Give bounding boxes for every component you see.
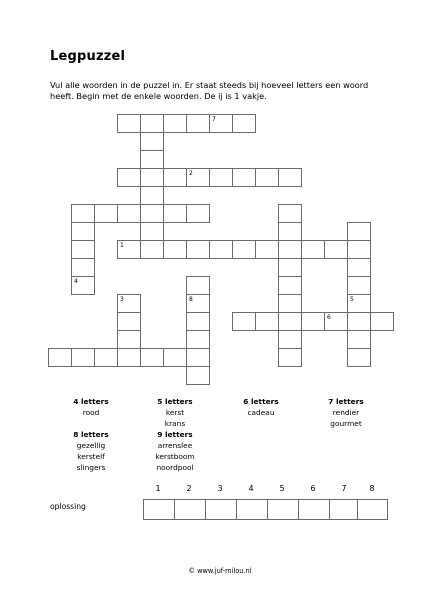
solution-number: 7	[341, 484, 347, 493]
crossword-cell[interactable]	[278, 168, 302, 187]
word-group-header: 9 letters	[157, 430, 193, 439]
crossword-cell[interactable]	[347, 258, 371, 277]
crossword-cell[interactable]	[186, 366, 210, 385]
crossword-cell[interactable]	[209, 240, 233, 259]
crossword-cell[interactable]	[278, 222, 302, 241]
clue-number: 6	[327, 314, 331, 321]
clue-number: 3	[120, 296, 124, 303]
crossword-cell[interactable]	[71, 240, 95, 259]
crossword-cell[interactable]	[186, 276, 210, 295]
crossword-cell[interactable]	[140, 168, 164, 187]
word-list-item: krans	[164, 419, 186, 428]
page-title: Legpuzzel	[50, 49, 126, 64]
clue-number: 8	[189, 296, 193, 303]
crossword-cell[interactable]	[232, 114, 256, 133]
clue-number: 2	[189, 170, 193, 177]
crossword-cell[interactable]	[347, 312, 371, 331]
crossword-cell[interactable]	[278, 312, 302, 331]
word-list-item: kerstelf	[77, 452, 105, 461]
crossword-cell[interactable]	[117, 330, 141, 349]
word-group-header: 4 letters	[73, 397, 109, 406]
solution-number: 8	[369, 484, 375, 493]
crossword-cell[interactable]	[278, 330, 302, 349]
crossword-cell[interactable]	[347, 348, 371, 367]
crossword-cell[interactable]	[255, 168, 279, 187]
crossword-cell[interactable]	[370, 312, 394, 331]
word-group-header: 7 letters	[328, 397, 364, 406]
crossword-cell[interactable]	[163, 114, 187, 133]
solution-number: 5	[279, 484, 285, 493]
crossword-cell[interactable]	[117, 204, 141, 223]
crossword-cell[interactable]	[163, 240, 187, 259]
solution-number: 1	[155, 484, 161, 493]
crossword-cell[interactable]	[232, 312, 256, 331]
crossword-cell[interactable]	[163, 168, 187, 187]
crossword-cell[interactable]	[347, 276, 371, 295]
crossword-cell[interactable]	[140, 132, 164, 151]
crossword-cell[interactable]	[278, 276, 302, 295]
solution-cell[interactable]	[298, 499, 330, 520]
crossword-cell[interactable]	[186, 240, 210, 259]
crossword-cell[interactable]	[209, 168, 233, 187]
crossword-cell[interactable]	[255, 312, 279, 331]
word-list-item: kerstboom	[155, 452, 195, 461]
clue-number: 5	[350, 296, 354, 303]
crossword-cell[interactable]	[94, 348, 118, 367]
crossword-cell[interactable]	[140, 240, 164, 259]
crossword-cell[interactable]	[232, 168, 256, 187]
clue-number: 7	[212, 116, 216, 123]
crossword-cell[interactable]	[255, 240, 279, 259]
crossword-cell[interactable]	[117, 348, 141, 367]
word-list-item: rendier	[332, 408, 360, 417]
crossword-cell[interactable]	[186, 312, 210, 331]
crossword-cell[interactable]	[140, 150, 164, 169]
crossword-cell[interactable]	[186, 330, 210, 349]
crossword-cell[interactable]	[324, 240, 348, 259]
crossword-cell[interactable]	[278, 240, 302, 259]
word-list-item: kerst	[165, 408, 185, 417]
solution-cell[interactable]	[174, 499, 206, 520]
crossword-cell[interactable]	[232, 240, 256, 259]
crossword-cell[interactable]	[71, 222, 95, 241]
crossword-cell[interactable]	[278, 294, 302, 313]
crossword-cell[interactable]	[278, 204, 302, 223]
word-group-header: 8 letters	[73, 430, 109, 439]
word-list-item: arrenslee	[157, 441, 193, 450]
crossword-cell[interactable]	[140, 186, 164, 205]
solution-cell[interactable]	[205, 499, 237, 520]
crossword-cell[interactable]	[301, 312, 325, 331]
footer-credit: © www.juf-milou.nl	[188, 567, 252, 575]
crossword-cell[interactable]	[140, 114, 164, 133]
solution-label: oplossing	[50, 502, 86, 511]
crossword-cell[interactable]	[140, 348, 164, 367]
solution-cell[interactable]	[236, 499, 268, 520]
word-group-header: 6 letters	[243, 397, 279, 406]
crossword-cell[interactable]	[278, 348, 302, 367]
word-list-item: cadeau	[247, 408, 275, 417]
solution-number: 6	[310, 484, 316, 493]
crossword-cell[interactable]	[71, 258, 95, 277]
word-list-item: gezellig	[76, 441, 106, 450]
word-list-item: gourmet	[330, 419, 362, 428]
crossword-cell[interactable]	[117, 168, 141, 187]
crossword-cell[interactable]	[117, 312, 141, 331]
clue-number: 4	[74, 278, 78, 285]
solution-number: 2	[186, 484, 192, 493]
word-list-item: noordpool	[156, 463, 194, 472]
crossword-cell[interactable]	[71, 204, 95, 223]
crossword-cell[interactable]	[186, 114, 210, 133]
crossword-cell[interactable]	[186, 348, 210, 367]
instruction-line-1: Vul alle woorden in de puzzel in. Er staat steeds bij hoeveel letters een woord	[50, 80, 369, 90]
crossword-cell[interactable]	[71, 348, 95, 367]
solution-number: 4	[248, 484, 254, 493]
solution-cell[interactable]	[267, 499, 299, 520]
crossword-cell[interactable]	[347, 330, 371, 349]
crossword-cell[interactable]	[347, 240, 371, 259]
crossword-cell[interactable]	[48, 348, 72, 367]
word-group-header: 5 letters	[157, 397, 193, 406]
crossword-cell[interactable]	[94, 204, 118, 223]
solution-cell[interactable]	[357, 499, 388, 520]
crossword-cell[interactable]	[140, 222, 164, 241]
clue-number: 1	[120, 242, 124, 249]
crossword-cell[interactable]	[301, 240, 325, 259]
crossword-cell[interactable]	[140, 204, 164, 223]
solution-cell[interactable]	[143, 499, 175, 520]
crossword-cell[interactable]	[186, 204, 210, 223]
instruction-line-2: heeft. Begin met de enkele woorden. De ij is 1 vakje.	[50, 91, 267, 101]
word-list-item: slingers	[76, 463, 106, 472]
word-list-item: rood	[82, 408, 100, 417]
crossword-cell[interactable]	[163, 348, 187, 367]
crossword-cell[interactable]	[278, 258, 302, 277]
crossword-cell[interactable]	[347, 222, 371, 241]
crossword-cell[interactable]	[163, 204, 187, 223]
solution-number: 3	[217, 484, 223, 493]
crossword-cell[interactable]	[117, 114, 141, 133]
